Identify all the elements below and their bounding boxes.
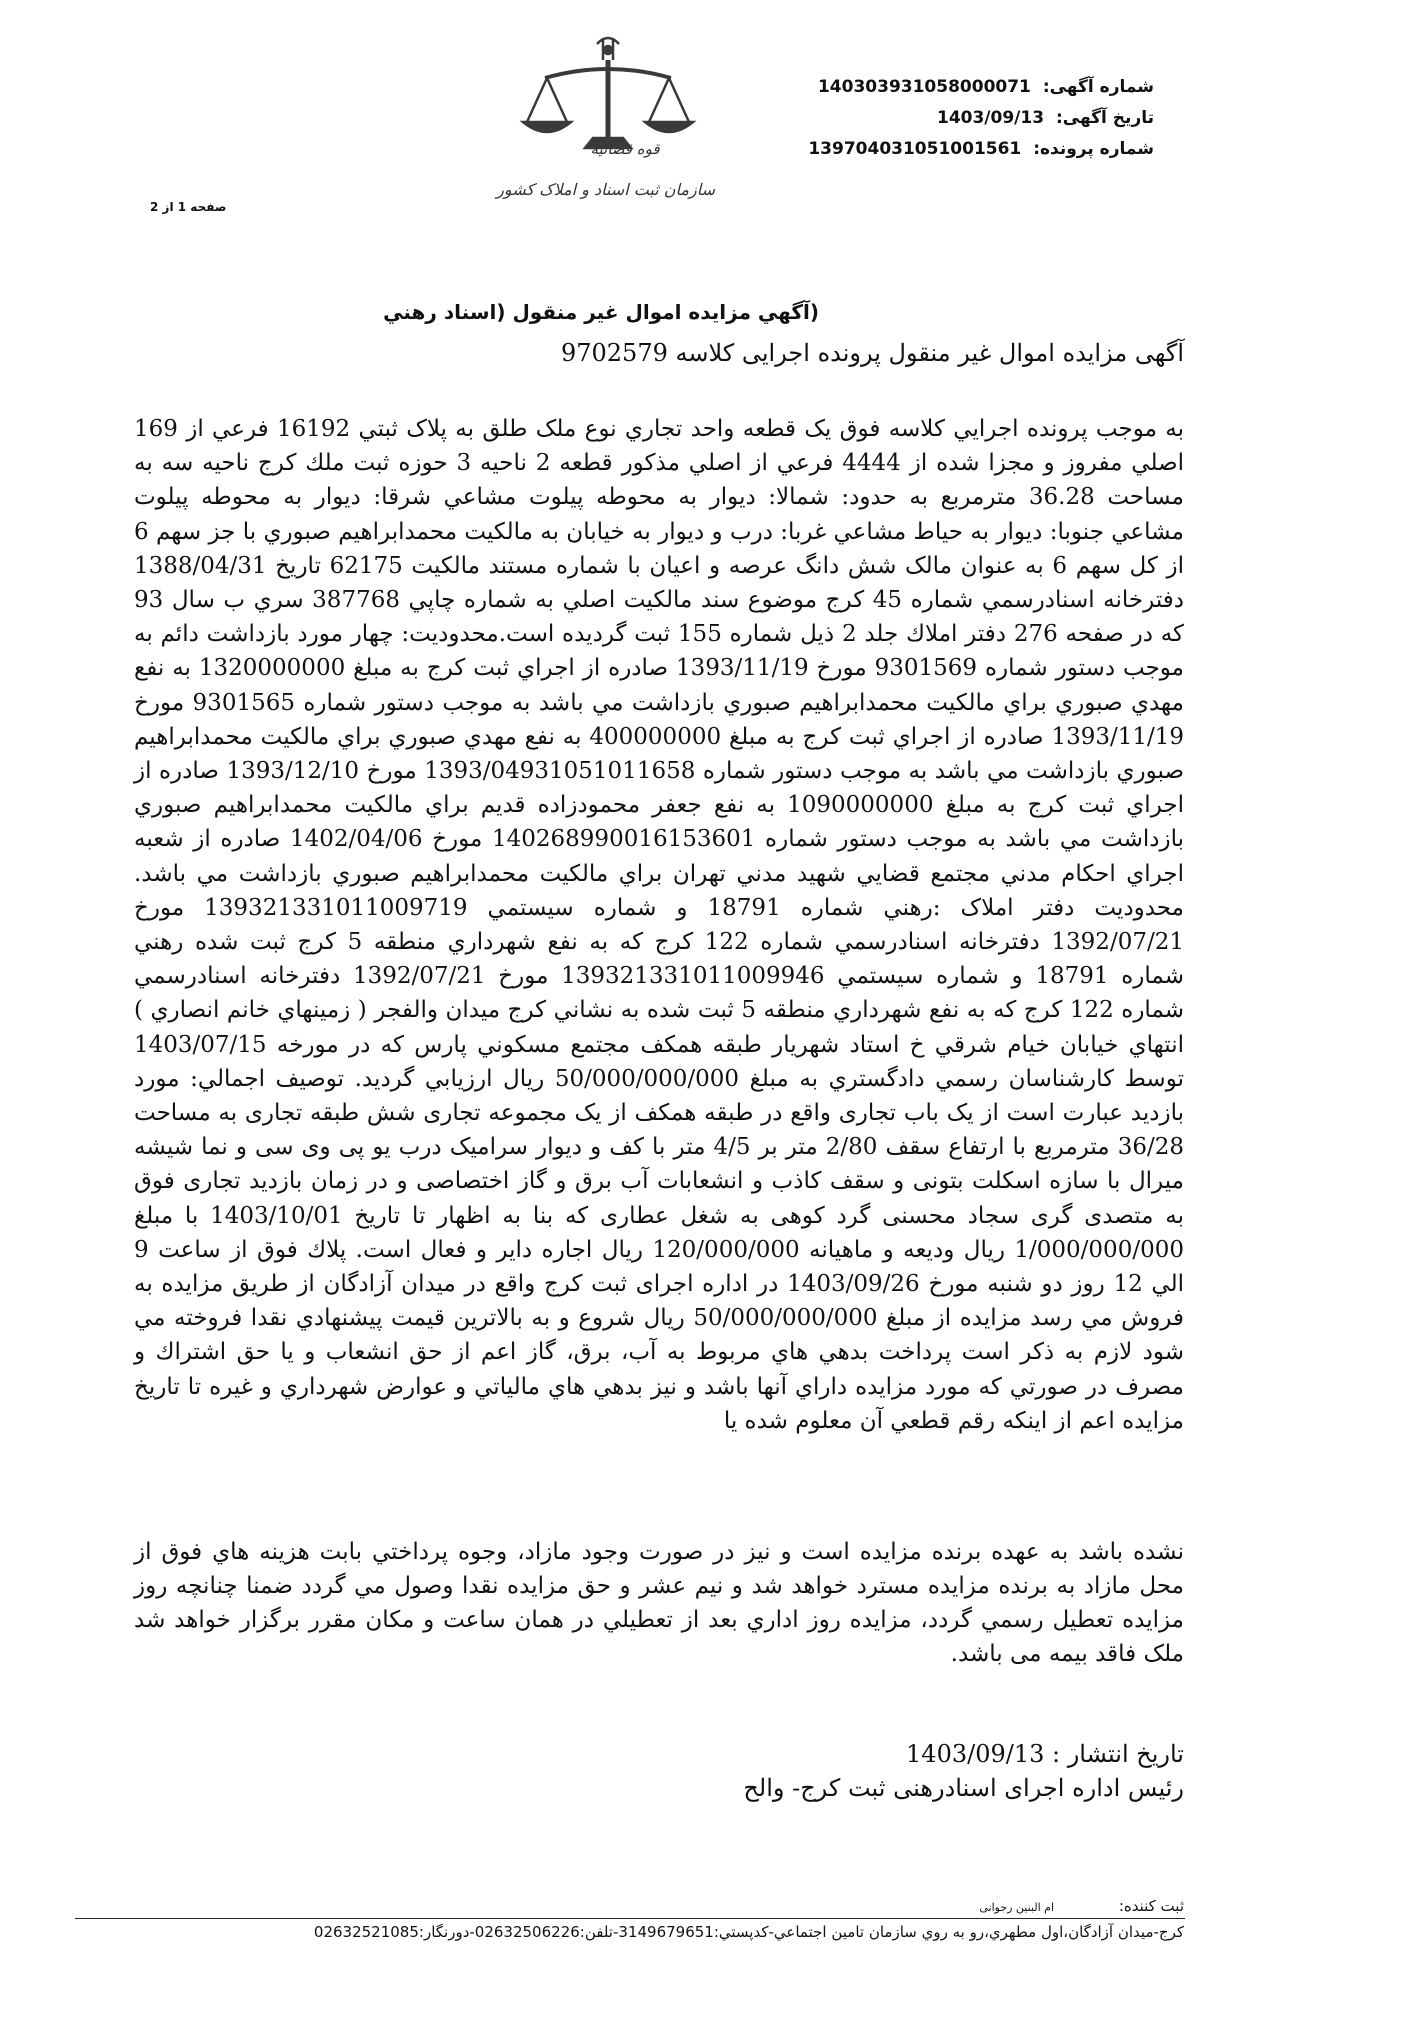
document-title: (آگهي مزايده اموال غير منقول (اسناد رهني: [383, 300, 819, 324]
file-number-value: 139704031051001561: [808, 139, 1022, 159]
header-meta: [734, 72, 1154, 165]
recorder-info: [979, 1897, 1184, 1915]
ad-number-label: شماره آگهی:: [1042, 77, 1154, 97]
scales-of-justice-icon: [505, 30, 710, 240]
file-number-label: شماره پرونده:: [1033, 139, 1154, 159]
recorder-label: ثبت كننده:: [1118, 1897, 1184, 1915]
document-subtitle: آگهی مزایده اموال غیر منقول پرونده اجرایی کلاسه 9702579: [560, 339, 1184, 367]
logo-caption-top: قوه قضائیه: [590, 140, 660, 158]
signature-line: رئیس اداره اجرای اسنادرهنی ثبت کرج- والح: [743, 1774, 1184, 1802]
ad-date-value: 1403/09/13: [936, 108, 1045, 128]
main-paragraph: به موجب پرونده اجرايي كلاسه فوق يک قطعه واحد تجاري نوع ملک طلق به پلاک ثبتي 16192 فرعي از 169 اصلي مفروز و مجزا شده از 4444 فرعي از اصلي مذكور قطعه 2 ناحيه 3 حوزه ثبت ملك كرج ناحيه سه به مساحت 36.28 مترمربع به حدود: شمالا: ديوار به محوطه پيلوت مشاعي شرقا: ديوار به محوطه پيلوت مشاعي جنوبا: ديوار به حياط مشاعي غربا: درب و ديوار به خيابان به مالكيت محمدابراهيم صبوري با جز سهم 6 از كل سهم 6 به عنوان مالک شش دانگ عرصه و اعيان با شماره مستند مالكيت 62175 تاريخ 1388/04/31 دفترخانه اسنادرسمي شماره 45 كرج موضوع سند مالكيت اصلي به شماره چاپي 387768 سري ب سال 93 كه در صفحه 276 دفتر املاك جلد 2 ذيل شماره 155 ثبت گرديده است.محدوديت: چهار مورد بازداشت دائم به موجب دستور شماره 9301569 مورخ 1393/11/19 صادره از اجراي ثبت كرج به مبلغ 1320000000 به نفع مهدي صبوري براي مالكيت محمدابراهيم صبوري بازداشت مي باشد به موجب دستور شماره 9301565 مورخ 1393/11/19 صادره از اجراي ثبت كرج به مبلغ 400000000 به نفع مهدي صبوري براي مالكيت محمدابراهيم صبوري بازداشت مي باشد به موجب دستور شماره 1393/04931051011658 مورخ 1393/12/10 صادره از اجراي ثبت كرج به مبلغ 1090000000 به نفع جعفر محمودزاده قديم براي مالكيت محمدابراهيم صبوري بازداشت مي باشد به موجب دستور شماره 140268990016153601 مورخ 1402/04/06 صادره از شعبه اجراي احكام مدني مجتمع قضايي شهيد مدني تهران براي مالكيت محمدابراهيم صبوري بازداشت مي باشد. محدوديت دفتر املاک :رهني شماره 18791 و شماره سيستمي 139321331011009719 مورخ 1392/07/21 دفترخانه اسنادرسمي شماره 122 كرج كه به نفع شهرداري منطقه 5 كرج ثبت شده رهني شماره 18791 و شماره سيستمي 139321331011009946 مورخ 1392/07/21 دفترخانه اسنادرسمي شماره 122 كرج كه به نفع شهرداري منطقه 5 ثبت شده به نشاني كرج ميدان والفجر ( زمينهاي خانم انصاري ) انتهاي خيابان خيام شرقي خ استاد شهريار طبقه همكف مجتمع مسكوني پارس كه در مورخه 1403/07/15 توسط كارشناسان رسمي دادگستري به مبلغ 50/000/000/000 ريال ارزيابي گرديد. توصيف اجمالي: مورد بازديد عبارت است از يک باب تجاری واقع در طبقه همكف از يک مجموعه تجاری شش طبقه تجاری به مساحت 36/28 مترمربع با ارتفاع سقف 2/80 متر بر 4/5 متر با كف و ديوار سراميک درب يو پی وی سی و نما شيشه ميرال با سازه اسكلت بتونی و سقف كاذب و انشعابات آب برق و گاز اختصاصی و در زمان بازديد تجاری فوق به متصدی گری سجاد محسنی گرد كوهی به شغل عطاری كه بنا به اظهار تا تاريخ 1403/10/01 با مبلغ 1/000/000/000 ريال وديعه و ماهيانه 120/000/000 ريال اجاره داير و فعال است. پلاك فوق از ساعت 9 الي 12 روز دو شنبه مورخ 1403/09/26 در اداره اجراى ثبت كرج واقع در ميدان آزادگان از طريق مزايده به فروش مي رسد مزايده از مبلغ 50/000/000/000 ريال شروع و به بالاترين قيمت پيشنهادي نقدا فروخته مي شود لازم به ذكر است پرداخت بدهي هاي مربوط به آب، برق، گاز اعم از حق انشعاب و يا حق اشتراك و مصرف در صورتي كه مورد مزايده داراي آنها باشد و نيز بدهي هاي مالياتي و عوارض شهرداري و غيره تا تاريخ مزايده اعم از اينكه رقم قطعي آن معلوم شده يا: [134, 416, 1185, 1434]
ad-number-row: [734, 72, 1154, 103]
judiciary-emblem-logo: [505, 30, 710, 240]
footer-divider: [75, 1918, 1185, 1919]
file-number-row: [734, 134, 1154, 165]
ad-number-value: 140303931058000071: [817, 77, 1031, 97]
recorder-name: ام البنين رجوانی: [979, 1901, 1055, 1914]
footer-address: كرج-ميدان آزادگان،اول مطهري،رو به روي سازمان تامين اجتماعي-كدپستي:3149679651-تلفن:02632506226-دورنگار:02632521085: [313, 1923, 1184, 1941]
second-paragraph: نشده باشد به عهده برنده مزايده است و نيز در صورت وجود مازاد، وجوه پرداختي بابت هزينه هاي فوق از محل مازاد به برنده مزايده مسترد خواهد شد و نيم عشر و حق مزايده نقدا وصول مي گردد ضمنا چنانچه روز مزايده تعطيل رسمي گردد، مزايده روز اداري بعد از تعطيلي در همان ساعت و مكان مقرر برگزار خواهد شد ملک فاقد بيمه می باشد.: [134, 1539, 1184, 1667]
publication-block: [743, 1737, 1184, 1805]
ad-date-label: تاریخ آگهی:: [1055, 108, 1154, 128]
ad-date-row: [734, 103, 1154, 134]
publication-date: تاریخ انتشار : 1403/09/13: [906, 1740, 1184, 1768]
page-indicator: صفحه 1 از 2: [150, 200, 227, 214]
logo-caption-bottom: سازمان ثبت اسناد و املاک کشور: [496, 180, 715, 199]
